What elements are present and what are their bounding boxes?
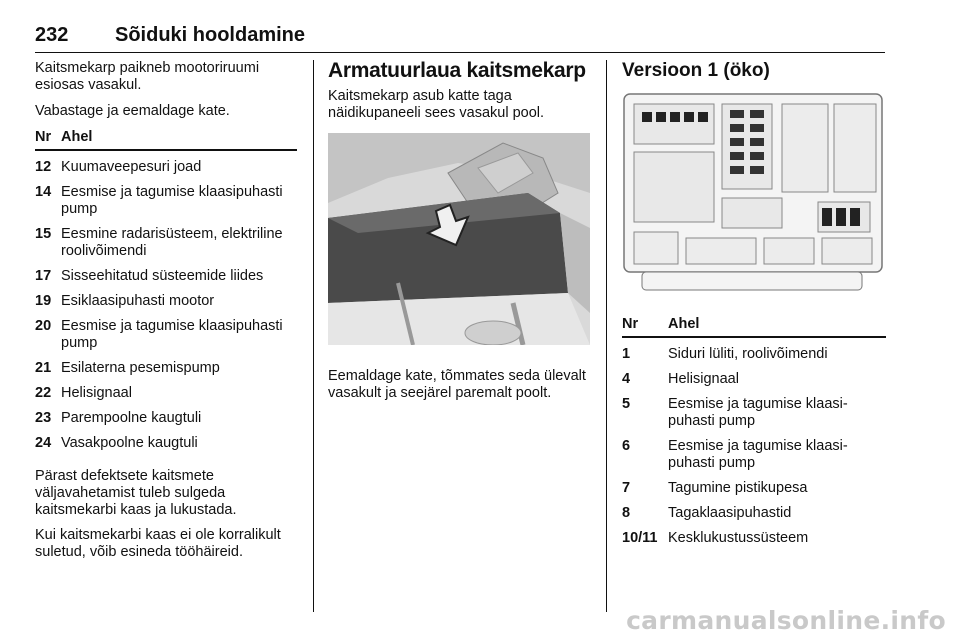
table-row: [35, 377, 297, 402]
fuse-number: 10/11: [622, 530, 658, 546]
table-row: [35, 310, 297, 352]
page-number: 232: [35, 24, 69, 46]
fuse-number: 19: [35, 293, 52, 309]
fuse-number: 22: [35, 385, 52, 401]
column-middle: [328, 60, 590, 402]
circuit-name: Tagumine pistikupesa: [668, 480, 808, 496]
table-row: [35, 218, 297, 260]
table-row: [622, 363, 886, 388]
fuse-number: 1: [622, 346, 631, 362]
section-heading: Versioon 1 (öko): [622, 60, 770, 81]
watermark: [626, 606, 946, 636]
circuit-name: Kesklukustussüsteem: [668, 530, 809, 546]
table-row: [35, 285, 297, 310]
page-header: [35, 22, 885, 53]
intro-paragraph: Vabastage ja eemaldage kate.: [35, 103, 230, 119]
fuse-number: 8: [622, 505, 631, 521]
table-row: [622, 388, 886, 430]
dashboard-cover-image: [328, 133, 590, 345]
circuit-name: Eesmise ja tagumise klaasipuhasti pump: [668, 438, 848, 471]
running-title: Sõiduki hooldamine: [115, 24, 306, 46]
table-header-nr: Nr: [622, 316, 668, 337]
table-header-ahel: Ahel: [61, 129, 297, 150]
column-divider: [606, 60, 607, 612]
fuse-table: [35, 129, 297, 452]
intro-paragraph: Kaitsmekarp paikneb mootoriruumi esiosas vasakul.: [35, 60, 260, 93]
fuse-number: 24: [35, 435, 52, 451]
fuse-number: 21: [35, 360, 52, 376]
fuse-number: 4: [622, 371, 631, 387]
table-row: [622, 430, 886, 472]
table-row: [622, 522, 886, 547]
table-row: [35, 427, 297, 452]
column-divider: [313, 60, 314, 612]
circuit-name: Esiklaasipuhasti mootor: [61, 293, 215, 309]
table-row: [35, 260, 297, 285]
closing-paragraph: Kui kaitsmekarbi kaas ei ole korralikult suletud, võib esineda tööhäireid.: [35, 527, 281, 560]
circuit-name: Esilaterna pesemispump: [61, 360, 220, 376]
fuse-number: 12: [35, 159, 52, 175]
fuse-table-body: [622, 337, 886, 547]
circuit-name: Vasakpoolne kaugtuli: [61, 435, 198, 451]
fusebox-layout-image: [622, 92, 886, 297]
fuse-number: 20: [35, 318, 52, 334]
table-row: [622, 337, 886, 363]
table-row: [35, 352, 297, 377]
fuse-number: 5: [622, 396, 631, 412]
fusebox-diagram: [622, 92, 886, 302]
fuse-number: 23: [35, 410, 52, 426]
dashboard-fusebox-illustration: [328, 133, 590, 350]
section-heading: Armatuurlaua kaitsmekarp: [328, 59, 586, 82]
fuse-number: 7: [622, 480, 631, 496]
circuit-name: Sisseehitatud süsteemide liides: [61, 268, 264, 284]
watermark-text: carmanualsonline.info: [626, 606, 946, 635]
circuit-name: Eesmine radarisüsteem, elektriline roolivõimendi: [61, 226, 283, 259]
circuit-name: Siduri lüliti, roolivõimendi: [668, 346, 828, 362]
table-row: [622, 472, 886, 497]
table-row: [35, 176, 297, 218]
table-row: [622, 497, 886, 522]
circuit-name: Helisignaal: [668, 371, 739, 387]
column-left: [35, 60, 297, 561]
closing-paragraph: Pärast defektsete kaitsmete väljavahetamist tuleb sulgeda kaitsmekarbi kaas ja lukustada.: [35, 468, 237, 518]
fuse-number: 15: [35, 226, 52, 242]
fuse-table: [622, 316, 886, 547]
table-row: [35, 150, 297, 176]
fuse-number: 14: [35, 184, 52, 200]
column-right: [622, 60, 886, 547]
circuit-name: Eesmise ja tagumise klaasipuhasti pump: [668, 396, 848, 429]
fuse-table-body: [35, 150, 297, 452]
circuit-name: Eesmise ja tagumise klaasipuhasti pump: [61, 184, 283, 217]
circuit-name: Helisignaal: [61, 385, 132, 401]
circuit-name: Kuumaveepesuri joad: [61, 159, 202, 175]
fuse-number: 6: [622, 438, 631, 454]
circuit-name: Tagaklaasipuhastid: [668, 505, 792, 521]
illustration-caption: Eemaldage kate, tõmmates seda ülevalt vasakult ja seejärel paremalt poolt.: [328, 368, 586, 401]
table-row: [35, 402, 297, 427]
circuit-name: Parempoolne kaugtuli: [61, 410, 202, 426]
table-header-ahel: Ahel: [668, 316, 886, 337]
fuse-number: 17: [35, 268, 52, 284]
circuit-name: Eesmise ja tagumise klaasipuhasti pump: [61, 318, 283, 351]
table-header-nr: Nr: [35, 129, 61, 150]
section-intro: Kaitsmekarp asub katte taga näidikupaneeli sees vasakul pool.: [328, 88, 545, 121]
